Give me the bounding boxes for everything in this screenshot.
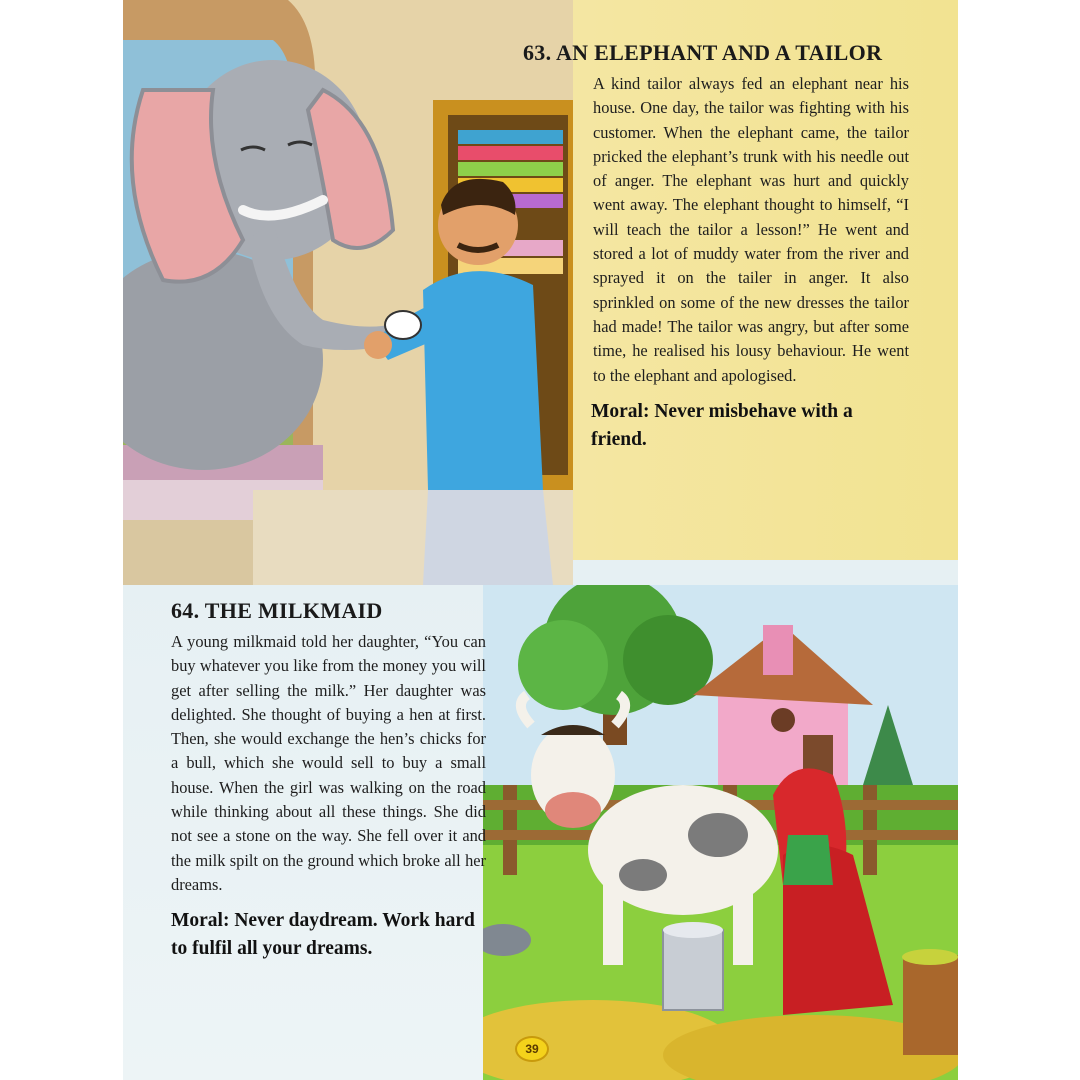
elephant-and-tailor-illustration (123, 0, 573, 585)
story-63-moral: Moral: Never misbehave with a friend. (591, 400, 853, 450)
story-64-title: 64. THE MILKMAID (171, 598, 383, 623)
story-64-moral: Moral: Never daydream. Work hard to fulfil all your dreams. (171, 910, 475, 960)
story-64-text: A young milkmaid told her daughter, “You can buy whatever you like from the money you will get after selling the milk.” Her daughter was delighted. She thought of buying a hen at first. Then, she would exchange the hen’s chicks for a bull, which she would sell to buy a small house. When the girl was walking on the road while thinking about all these things. She did not see a stone on the way. She fell over it and the milk spilt on the ground which broke all her dreams. (171, 632, 486, 894)
book-page (123, 0, 958, 1080)
page-number-badge: 39 (515, 1036, 549, 1062)
milkmaid-illustration (483, 585, 958, 1080)
story-64 (171, 598, 486, 963)
story-63-title: 63. AN ELEPHANT AND A TAILOR (523, 40, 883, 65)
story-63 (523, 40, 913, 454)
story-63-text: A kind tailor always fed an elephant near his house. One day, the tailor was fighting with his customer. When the elephant came, the tailor pricked the elephant’s trunk with his needle out of anger. The elephant was hurt and quickly went away. The elephant thought to himself, “I will teach the tailor a lesson!” He went and stored a lot of muddy water from the river and sprayed it on the tailer in anger. It also sprinkled on some of the new dresses the tailor had made! The tailor was angry, but after some time, he realised his lousy behaviour. He went to the elephant and apologised. (593, 74, 909, 385)
